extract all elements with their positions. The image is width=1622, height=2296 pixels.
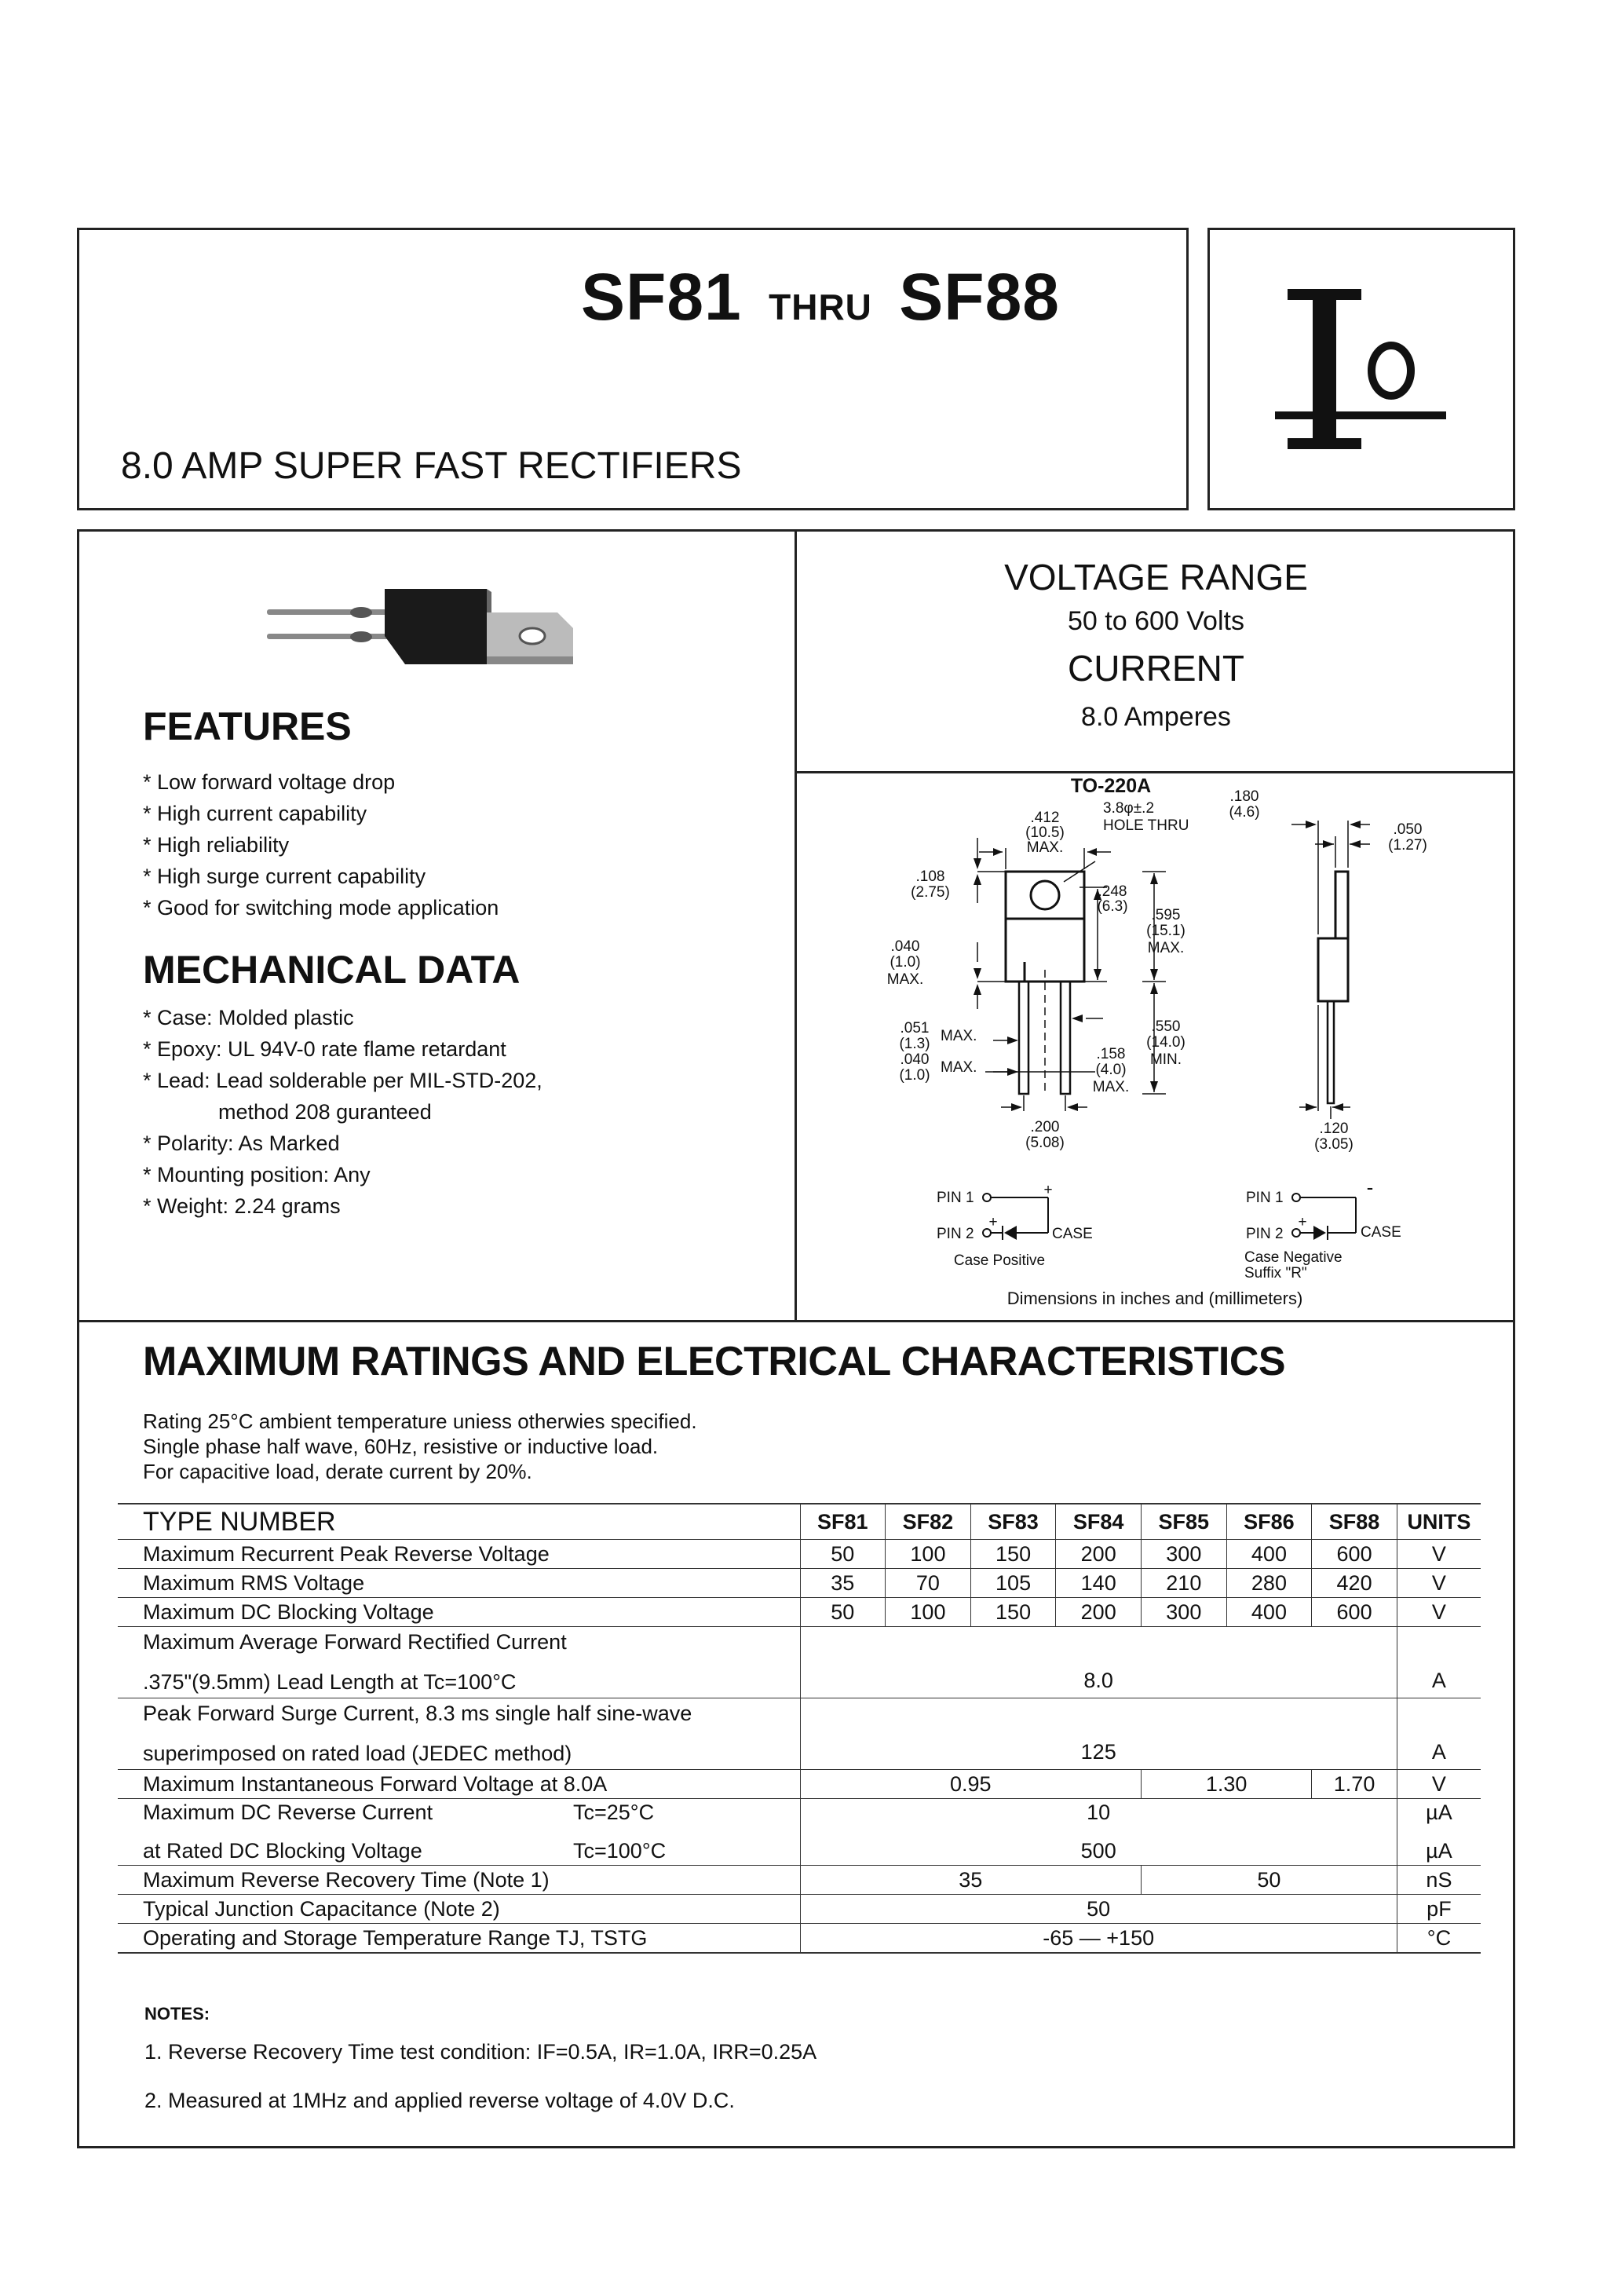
mounting-hole — [1031, 881, 1059, 909]
dim-595-mm: (15.1) — [1146, 923, 1185, 939]
mechanical-item: method 208 guranteed — [218, 1100, 432, 1124]
package-drawing — [797, 773, 1513, 1319]
dim-040b-mm: (1.0) — [899, 1067, 930, 1084]
cell: 300 — [1142, 1598, 1227, 1627]
unit-cell: nS — [1397, 1866, 1481, 1895]
cell: 100 — [886, 1540, 971, 1569]
header-sf85: SF85 — [1142, 1504, 1227, 1540]
row-label-line2: superimposed on rated load (JEDEC method) — [143, 1742, 572, 1765]
row-label: Typical Junction Capacitance (Note 2) — [118, 1895, 800, 1924]
table-header-row — [118, 1504, 1481, 1540]
cell: 50 — [800, 1598, 886, 1627]
unit-cell: V — [1397, 1770, 1481, 1799]
dim-412-mm: (10.5) — [1025, 824, 1065, 841]
dim-200-mm: (5.08) — [1025, 1135, 1065, 1151]
table-row — [118, 1569, 1481, 1598]
thru-label: THRU — [769, 287, 872, 327]
dim-595-max: MAX. — [1147, 940, 1185, 956]
row-label — [118, 1627, 800, 1698]
cell: 35 — [800, 1569, 886, 1598]
cell: 150 — [970, 1598, 1056, 1627]
ir-unit2: µA — [1426, 1839, 1452, 1863]
cell: 150 — [970, 1540, 1056, 1569]
package-name: TO-220A — [1070, 775, 1152, 797]
cell: 600 — [1312, 1540, 1397, 1569]
mechanical-item: * Case: Molded plastic — [143, 1006, 354, 1029]
part-to: SF88 — [899, 260, 1061, 334]
ir-cond2: Tc=100°C — [573, 1839, 667, 1863]
row-label: Operating and Storage Temperature Range TJ, TSTG — [118, 1924, 800, 1954]
cell — [800, 1799, 1397, 1866]
row-label-line1: Peak Forward Surge Current, 8.3 ms single half sine-wave — [143, 1702, 692, 1725]
unit-cell: pF — [1397, 1895, 1481, 1924]
cell: 0.95 — [800, 1770, 1142, 1799]
dim-040b: .040 — [900, 1051, 930, 1068]
pin1-label-neg: PIN 1 — [1246, 1190, 1284, 1206]
dim-hole-thru: HOLE THRU — [1103, 817, 1189, 834]
cell: 50 — [800, 1895, 1397, 1924]
dim-412: .412 — [1030, 810, 1060, 826]
header-sf83: SF83 — [970, 1504, 1056, 1540]
dim-180-mm: (4.6) — [1229, 804, 1260, 821]
header-units: UNITS — [1397, 1504, 1481, 1540]
table-row — [118, 1895, 1481, 1924]
condition-line: Single phase half wave, 60Hz, resistive or inductive load. — [143, 1435, 659, 1458]
dims-note: Dimensions in inches and (millimeters) — [1006, 1289, 1303, 1308]
table-row — [118, 1627, 1481, 1698]
dim-158-max: MAX. — [1092, 1079, 1130, 1095]
table-row — [118, 1598, 1481, 1627]
table-row — [118, 1540, 1481, 1569]
product-subtitle: 8.0 AMP SUPER FAST RECTIFIERS — [121, 445, 742, 487]
feature-item: * Good for switching mode application — [143, 896, 499, 919]
note-item: 1. Reverse Recovery Time test condition: IF=0.5A, IR=1.0A, IRR=0.25A — [144, 2040, 817, 2064]
dim-595: .595 — [1151, 907, 1181, 923]
ir-value1: 10 — [1087, 1801, 1111, 1824]
dim-050: .050 — [1393, 821, 1423, 838]
company-logo — [1272, 283, 1452, 455]
ratings-heading: MAXIMUM RATINGS AND ELECTRICAL CHARACTERISTICS — [143, 1339, 1286, 1384]
row-label — [118, 1698, 800, 1770]
row-label: Maximum Instantaneous Forward Voltage at 8.0A — [118, 1770, 800, 1799]
header-sf84: SF84 — [1056, 1504, 1142, 1540]
features-list — [143, 766, 499, 923]
unit-cell: V — [1397, 1598, 1481, 1627]
package-image — [259, 581, 581, 675]
lead-2 — [1061, 982, 1070, 1094]
feature-item: * High current capability — [143, 802, 367, 825]
dim-550: .550 — [1151, 1018, 1181, 1035]
header-sf86: SF86 — [1226, 1504, 1312, 1540]
feature-item: * Low forward voltage drop — [143, 770, 396, 794]
cell: 200 — [1056, 1540, 1142, 1569]
mechanical-item: * Mounting position: Any — [143, 1163, 371, 1186]
dim-051-max: MAX. — [941, 1028, 977, 1044]
row-label: Maximum DC Blocking Voltage — [118, 1598, 800, 1627]
cell: 35 — [800, 1866, 1142, 1895]
row-label: Maximum Recurrent Peak Reverse Voltage — [118, 1540, 800, 1569]
cell: 140 — [1056, 1569, 1142, 1598]
row-label-line1 — [143, 1801, 797, 1825]
side-body — [1318, 938, 1348, 1001]
case-negative-label: Case Negative — [1244, 1249, 1343, 1266]
cell: 8.0 — [800, 1627, 1397, 1698]
part-title — [581, 259, 1060, 335]
header-type-number: TYPE NUMBER — [118, 1504, 800, 1540]
pin2-plus-neg: + — [1298, 1214, 1307, 1230]
unit-cell: A — [1397, 1698, 1481, 1770]
table-row — [118, 1698, 1481, 1770]
mechanical-list — [143, 1002, 542, 1222]
cell: 50 — [800, 1540, 886, 1569]
voltage-range-value: 50 to 600 Volts — [1068, 606, 1244, 636]
mechanical-item: * Epoxy: UL 94V-0 rate flame retardant — [143, 1037, 506, 1061]
ir-unit1: µA — [1426, 1801, 1452, 1824]
suffix-label: Suffix "R" — [1244, 1265, 1307, 1281]
dim-180: .180 — [1229, 788, 1259, 805]
cell: 280 — [1226, 1569, 1312, 1598]
rating-conditions — [143, 1409, 697, 1484]
case-positive-label: Case Positive — [953, 1252, 1046, 1269]
dim-040b-max: MAX. — [941, 1059, 977, 1076]
ir-label2: at Rated DC Blocking Voltage — [143, 1839, 422, 1863]
dim-158: .158 — [1096, 1046, 1126, 1062]
row-label-line2: .375"(9.5mm) Lead Length at Tc=100°C — [143, 1670, 517, 1694]
current-label: CURRENT — [1068, 648, 1244, 689]
dim-hole: 3.8φ±.2 — [1103, 800, 1155, 817]
dim-412-max: MAX. — [1026, 839, 1064, 856]
dim-040-mm: (1.0) — [890, 954, 921, 971]
row-label-line1: Maximum Average Forward Rectified Current — [143, 1630, 567, 1654]
pin1-minus-neg: - — [1366, 1175, 1374, 1199]
cell: 100 — [886, 1598, 971, 1627]
cell: 600 — [1312, 1598, 1397, 1627]
header-sf82: SF82 — [886, 1504, 971, 1540]
condition-line: For capacitive load, derate current by 20%. — [143, 1460, 532, 1483]
cell: 50 — [1142, 1866, 1397, 1895]
feature-item: * High reliability — [143, 833, 290, 857]
table-row — [118, 1799, 1481, 1866]
cell: 400 — [1226, 1598, 1312, 1627]
ir-label1: Maximum DC Reverse Current — [143, 1801, 433, 1824]
pin2-plus-pos: + — [988, 1214, 998, 1230]
ir-value2: 500 — [1080, 1839, 1116, 1863]
cell: 420 — [1312, 1569, 1397, 1598]
cell: 210 — [1142, 1569, 1227, 1598]
pin2-label-pos: PIN 2 — [937, 1226, 974, 1242]
cell: 200 — [1056, 1598, 1142, 1627]
dim-248-mm: (6.3) — [1097, 898, 1128, 915]
mechanical-item: * Polarity: As Marked — [143, 1132, 340, 1155]
cell: -65 — +150 — [800, 1924, 1397, 1954]
mechanical-item: * Weight: 2.24 grams — [143, 1194, 341, 1218]
table-row — [118, 1924, 1481, 1954]
side-tab — [1335, 872, 1348, 938]
side-lead — [1328, 1001, 1334, 1103]
header-sf81: SF81 — [800, 1504, 886, 1540]
unit-cell: A — [1397, 1627, 1481, 1698]
lead-1 — [1019, 982, 1028, 1094]
dim-550-min: MIN. — [1149, 1051, 1182, 1068]
dim-248: .248 — [1098, 883, 1127, 900]
mechanical-item: * Lead: Lead solderable per MIL-STD-202, — [143, 1069, 542, 1092]
cell: 1.30 — [1142, 1770, 1312, 1799]
ir-cond1: Tc=25°C — [573, 1801, 655, 1824]
cell: 300 — [1142, 1540, 1227, 1569]
dim-040: .040 — [890, 938, 920, 955]
dim-550-mm: (14.0) — [1146, 1034, 1185, 1051]
cell: 125 — [800, 1698, 1397, 1770]
unit-cell: °C — [1397, 1924, 1481, 1954]
unit-cell — [1397, 1799, 1481, 1866]
row-label: Maximum Reverse Recovery Time (Note 1) — [118, 1866, 800, 1895]
dim-051-mm: (1.3) — [899, 1036, 930, 1052]
dim-050-mm: (1.27) — [1388, 837, 1427, 854]
ratings-table — [118, 1503, 1481, 1954]
cell: 70 — [886, 1569, 971, 1598]
features-heading: FEATURES — [143, 704, 352, 748]
unit-cell: V — [1397, 1569, 1481, 1598]
dim-200: .200 — [1030, 1119, 1060, 1135]
cell: 1.70 — [1312, 1770, 1397, 1799]
feature-item: * High surge current capability — [143, 865, 426, 888]
cell: 105 — [970, 1569, 1056, 1598]
dim-051: .051 — [900, 1020, 930, 1036]
voltage-range-label: VOLTAGE RANGE — [1004, 557, 1308, 598]
dim-040-max: MAX. — [886, 971, 924, 988]
table-row — [118, 1866, 1481, 1895]
current-value: 8.0 Amperes — [1081, 702, 1231, 732]
row-label-line2 — [143, 1839, 797, 1863]
pin2-label-neg: PIN 2 — [1246, 1226, 1284, 1242]
case-label-neg: CASE — [1361, 1224, 1401, 1241]
dim-108-mm: (2.75) — [911, 884, 950, 901]
case-label-pos: CASE — [1052, 1226, 1093, 1242]
note-item: 2. Measured at 1MHz and applied reverse voltage of 4.0V D.C. — [144, 2089, 735, 2112]
unit-cell: V — [1397, 1540, 1481, 1569]
header-sf88: SF88 — [1312, 1504, 1397, 1540]
dim-158-mm: (4.0) — [1095, 1062, 1127, 1078]
cell: 400 — [1226, 1540, 1312, 1569]
mechanical-heading: MECHANICAL DATA — [143, 948, 521, 992]
row-label — [118, 1799, 800, 1866]
table-row — [118, 1770, 1481, 1799]
dim-108: .108 — [915, 868, 945, 885]
condition-line: Rating 25°C ambient temperature uniess otherwies specified. — [143, 1409, 697, 1433]
part-from: SF81 — [581, 260, 742, 334]
dim-120-mm: (3.05) — [1314, 1136, 1353, 1153]
notes-heading: NOTES: — [144, 2004, 210, 2024]
package-tab — [1006, 872, 1084, 919]
pin1-label-pos: PIN 1 — [937, 1190, 974, 1206]
pin1-plus-pos: + — [1043, 1182, 1053, 1198]
row-label: Maximum RMS Voltage — [118, 1569, 800, 1598]
dim-120: .120 — [1319, 1121, 1349, 1137]
